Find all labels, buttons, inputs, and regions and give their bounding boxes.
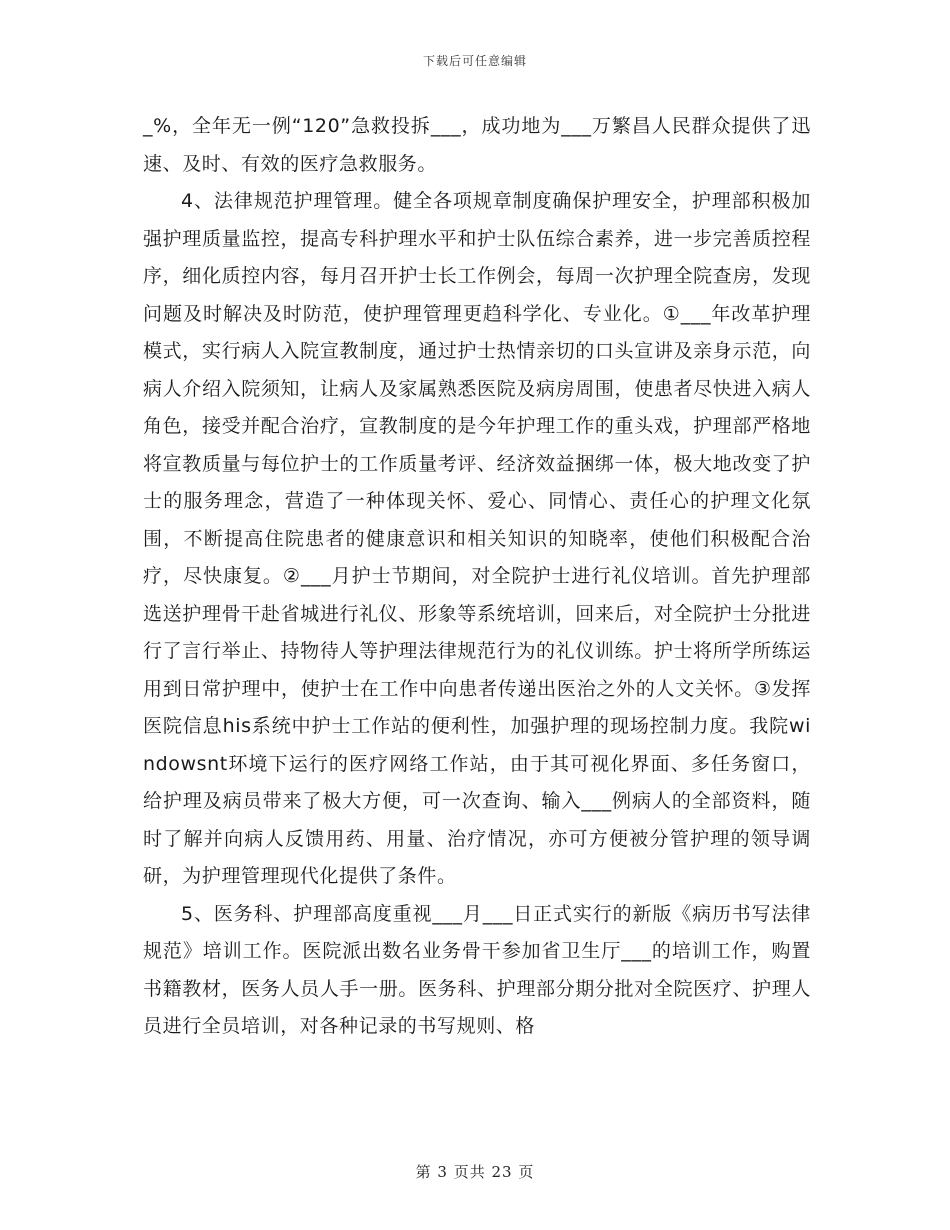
page-header: 下载后可任意编辑 — [422, 54, 527, 68]
page-footer: 第 3 页共 23 页 — [415, 1163, 535, 1181]
paragraph-continuation: _%，全年无一例“120”急救投拆___，成功地为___万繁昌人民群众提供了迅速、及时、有效的医疗急救服务。 — [143, 115, 811, 175]
document-body — [143, 108, 811, 1046]
paragraph-item-5: 5、医务科、护理部高度重视___月___日正式实行的新版《病历书写法律规范》培训工作。医院派出数名业务骨干参加省卫生厅___的培训工作，购置书籍教材，医务人员人手一册。医务科、护理部分期分批对全院医疗、护理人员进行全员培训，对各种记录的书写规则、格 — [143, 902, 811, 1037]
paragraph-item-4: 4、法律规范护理管理。健全各项规章制度确保护理安全，护理部积极加强护理质量监控，提高专科护理水平和护士队伍综合素养，进一步完善质控程序，细化质控内容，每月召开护士长工作例会，每周一次护理全院查房，发现问题及时解决及时防范，使护理管理更趋科学化、专业化。①___年改革护理模式，实行病人入院宣教制度，通过护士热情亲切的口头宣讲及亲身示范，向病人介绍入院须知，让病人及家属熟悉医院及病房周围，使患者尽快进入病人角色，接受并配合治疗，宣教制度的是今年护理工作的重头戏，护理部严格地将宣教质量与每位护士的工作质量考评、经济效益捆绑一体，极大地改变了护士的服务理念，营造了一种体现关怀、爱心、同情心、责任心的护理文化氛围，不断提高住院患者的健康意识和相关知识的知晓率，使他们积极配合治疗，尽快康复。②___月护士节期间，对全院护士进行礼仪培训。首先护理部选送护理骨干赴省城进行礼仪、形象等系统培训，回来后，对全院护士分批进行了言行举止、持物待人等护理法律规范行为的礼仪训练。护士将所学所练运用到日常护理中，使护士在工作中向患者传递出医治之外的人文关怀。③发挥医院信息his系统中护士工作站的便利性，加强护理的现场控制力度。我院windowsnt环境下运行的医疗网络工作站，由于其可视化界面、多任务窗口，给护理及病员带来了极大方便，可一次查询、输入___例病人的全部资料，随时了解并向病人反馈用药、用量、治疗情况，亦可方便被分管护理的领导调研，为护理管理现代化提供了条件。 — [143, 190, 811, 887]
